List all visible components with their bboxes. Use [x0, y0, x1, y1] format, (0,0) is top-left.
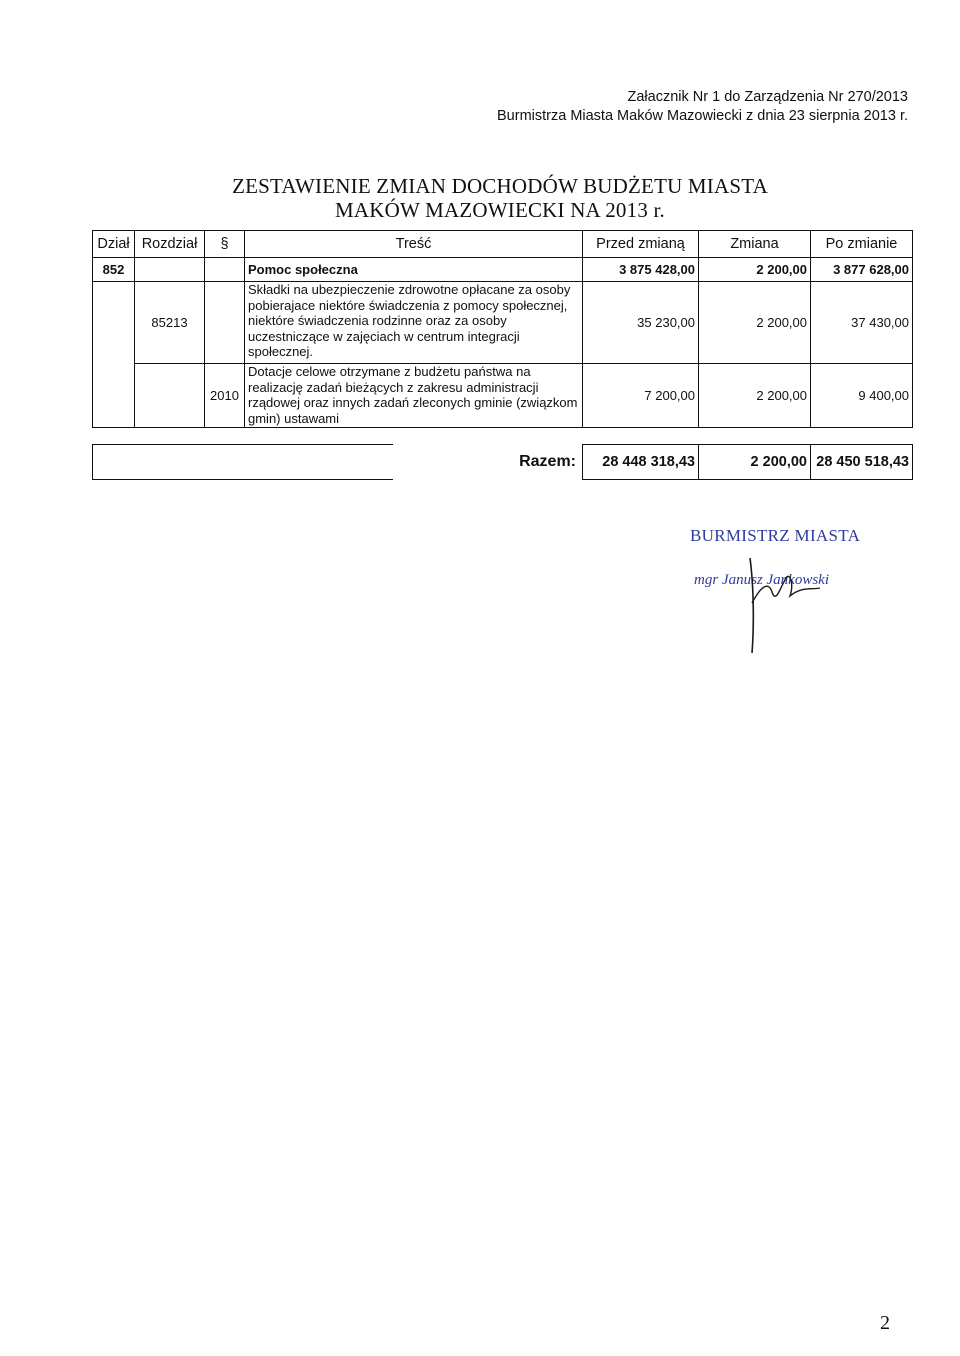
- col-header-tresc: Treść: [245, 231, 583, 258]
- row-tresc: Dotacje celowe otrzymane z budżetu państwa na realizację zadań bieżących z zakresu administracji rządowej oraz innych zadań zleconych gminie (związkom gmin) ustawami: [245, 364, 583, 428]
- section-zmiana: 2 200,00: [699, 258, 811, 282]
- row-przed: 35 230,00: [583, 282, 699, 364]
- col-header-przed: Przed zmianą: [583, 231, 699, 258]
- row-zmiana: 2 200,00: [699, 282, 811, 364]
- annex-reference: [497, 88, 908, 126]
- totals-po: 28 450 518,43: [811, 445, 913, 480]
- row-po: 9 400,00: [811, 364, 913, 428]
- row-zmiana: 2 200,00: [699, 364, 811, 428]
- row-po: 37 430,00: [811, 282, 913, 364]
- annex-line-2: Burmistrza Miasta Maków Mazowiecki z dnia 23 sierpnia 2013 r.: [497, 108, 908, 124]
- section-tresc: Pomoc społeczna: [245, 258, 583, 282]
- totals-table: [92, 444, 913, 480]
- stamp-name: mgr Janusz Jankowski: [694, 572, 829, 588]
- totals-row: [93, 445, 913, 480]
- row-rozdzial: [135, 364, 205, 428]
- row-paragraf: [205, 282, 245, 364]
- section-przed: 3 875 428,00: [583, 258, 699, 282]
- col-header-dzial: Dział: [93, 231, 135, 258]
- table-row: [93, 282, 913, 364]
- col-header-rozdzial: Rozdział: [135, 231, 205, 258]
- section-row: [93, 258, 913, 282]
- col-header-po: Po zmianie: [811, 231, 913, 258]
- totals-zmiana: 2 200,00: [699, 445, 811, 480]
- table-header-row: [93, 231, 913, 258]
- title-line-2: MAKÓW MAZOWIECKI NA 2013 r.: [335, 198, 665, 222]
- dzial-empty-cell: [93, 282, 135, 428]
- stamp-title: BURMISTRZ MIASTA: [690, 526, 861, 545]
- totals-label: Razem:: [519, 453, 576, 470]
- row-paragraf: 2010: [205, 364, 245, 428]
- section-dzial: 852: [93, 258, 135, 282]
- page-number: 2: [880, 1312, 890, 1334]
- title-line-1: ZESTAWIENIE ZMIAN DOCHODÓW BUDŻETU MIASTA: [232, 174, 768, 198]
- row-przed: 7 200,00: [583, 364, 699, 428]
- row-tresc: Składki na ubezpieczenie zdrowotne opłacane za osoby pobierajace niektóre świadczenia z pomocy społecznej, niektóre świadczenia rodzinne oraz za osoby uczestniczące w zajęciach w centrum integracji społecznej.: [245, 282, 583, 364]
- signature-image: [720, 548, 860, 658]
- table-row: [93, 364, 913, 428]
- section-po: 3 877 628,00: [811, 258, 913, 282]
- section-rozdzial-empty: [135, 258, 205, 282]
- document-title: [0, 174, 960, 222]
- col-header-paragraf: §: [205, 231, 245, 258]
- col-header-zmiana: Zmiana: [699, 231, 811, 258]
- section-paragraf-empty: [205, 258, 245, 282]
- annex-line-1: Załacznik Nr 1 do Zarządzenia Nr 270/2013: [627, 89, 908, 105]
- totals-blank-cell: [93, 445, 393, 480]
- row-rozdzial: 85213: [135, 282, 205, 364]
- totals-przed: 28 448 318,43: [583, 445, 699, 480]
- budget-changes-table: [92, 230, 913, 428]
